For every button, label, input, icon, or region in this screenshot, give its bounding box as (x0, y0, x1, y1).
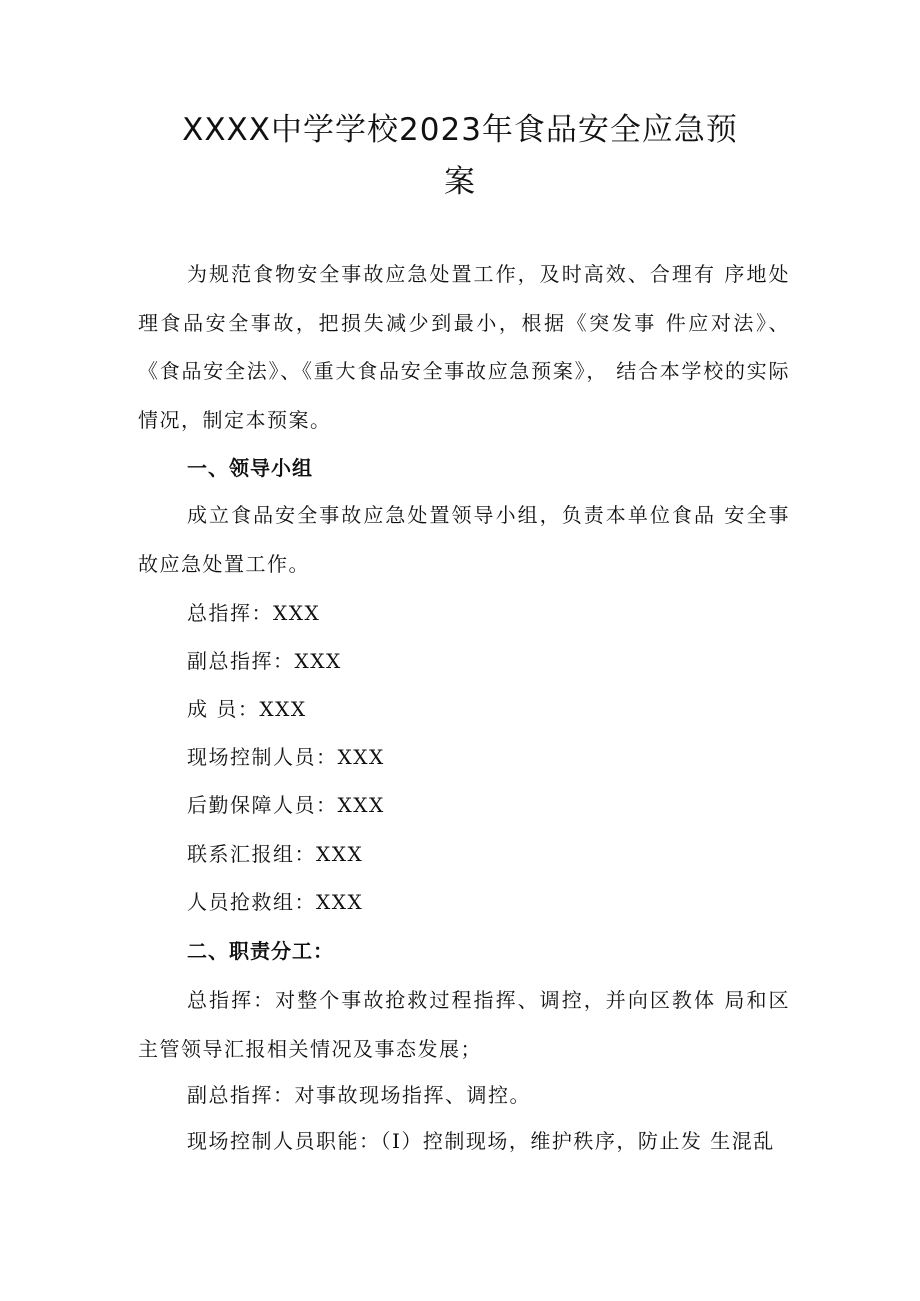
role-line: 现场控制人员：XXX (187, 745, 385, 769)
role-line: 副总指挥：XXX (187, 649, 342, 673)
role-line: 后勤保障人员：XXX (187, 793, 385, 817)
role-line: 联系汇报组：XXX (187, 842, 364, 866)
duty-deputy-line: 副总指挥：对事故现场指挥、调控。 (187, 1083, 531, 1107)
section-2-heading: 二、职责分工： (187, 939, 334, 963)
section-1-paragraph: 成立食品安全事故应急处置领导小组，负责本单位食品 安全事故应急处置工作。 (138, 503, 790, 576)
document-title-line-1: XXXX中学学校2023年食品安全应急预 (182, 112, 738, 148)
role-line: 人员抢救组：XXX (187, 890, 364, 914)
document-title-line-2: 案 (444, 164, 476, 200)
duty-commander-paragraph: 总指挥：对整个事故抢救过程指挥、调控，并向区教体 局和区主管领导汇报相关情况及事态发展； (138, 988, 790, 1061)
duty-site-control-paragraph: 现场控制人员职能：（I）控制现场，维护秩序，防止发 生混乱 (187, 1129, 775, 1153)
role-line: 总指挥：XXX (187, 601, 321, 625)
section-1-heading: 一、领导小组 (187, 456, 313, 480)
intro-paragraph: 为规范食物安全事故应急处置工作，及时高效、合理有 序地处理食品安全事故，把损失减少到最小，根据《突发事 件应对法》、《食品安全法》、《重大食品安全事故应急预案》， 结合本学校的实际情况，制定本预案。 (138, 262, 790, 432)
role-line: 成 员：XXX (187, 697, 307, 721)
